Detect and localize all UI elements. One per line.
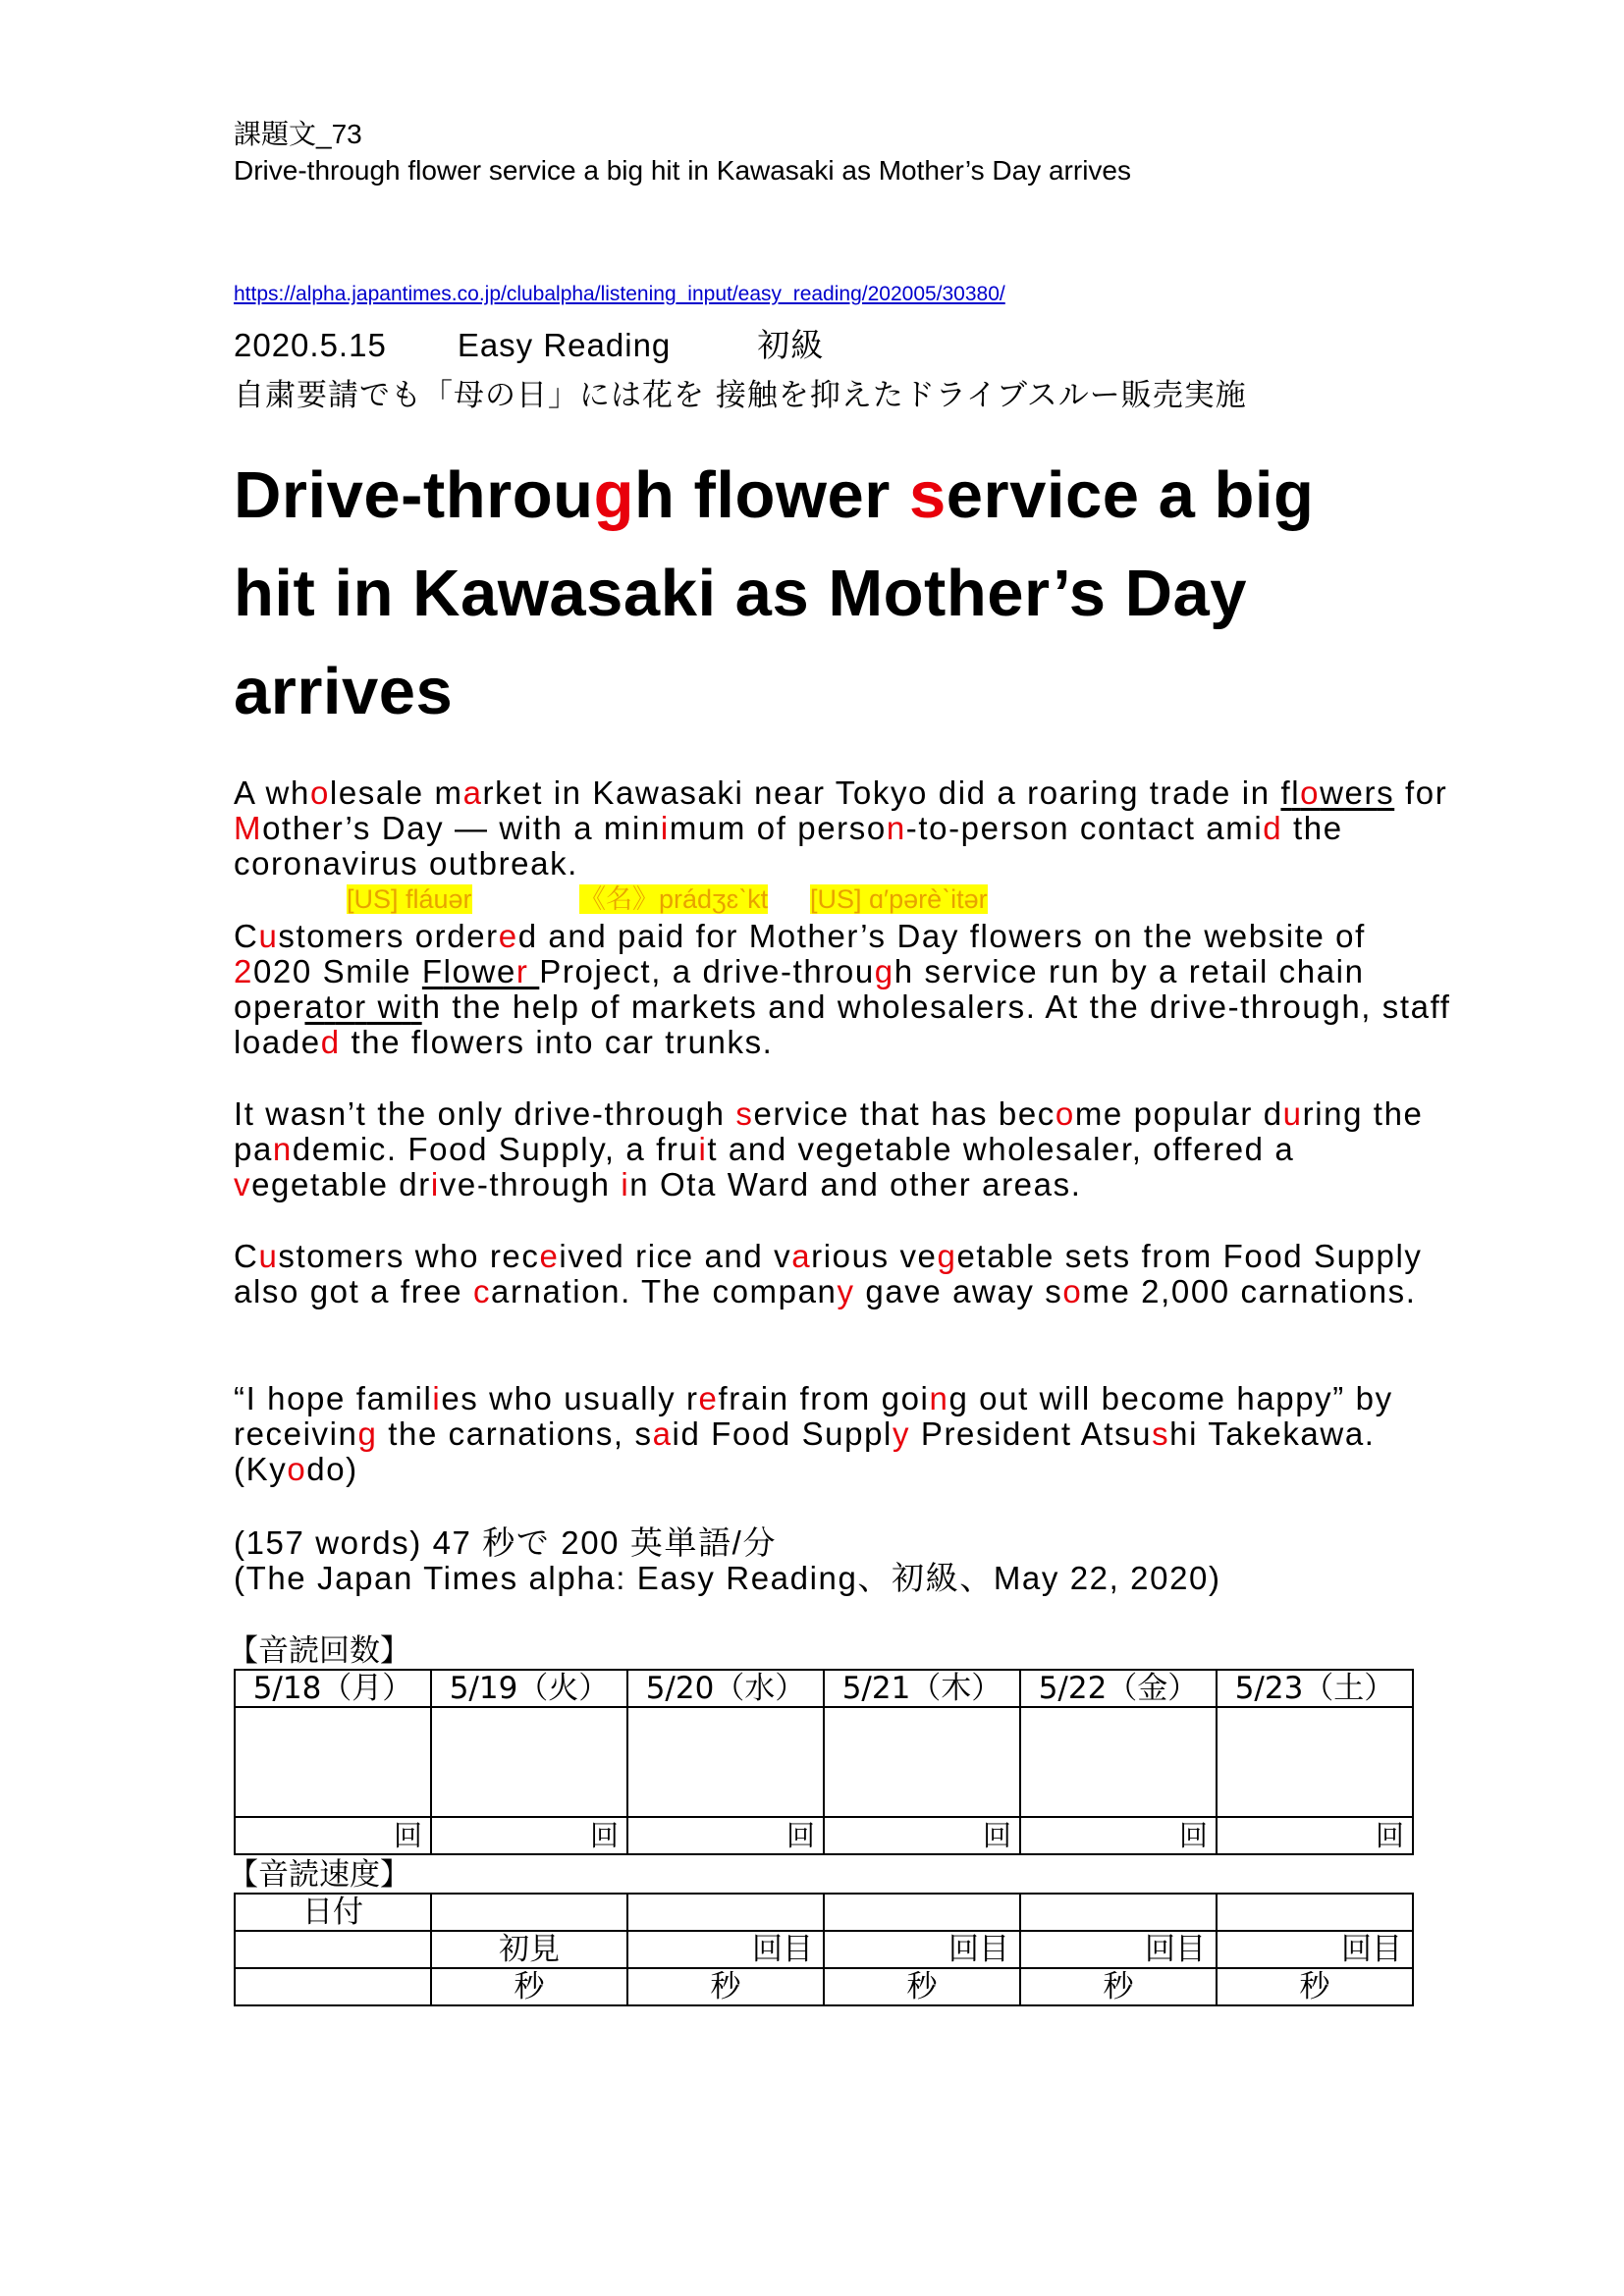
attempt-label[interactable]: 回目 <box>824 1931 1020 1968</box>
tally-cell[interactable] <box>1020 1707 1217 1817</box>
paragraph-2: Customers ordered and paid for Mother’s Day flowers on the website of 2020 Smile Flower Project, a drive-through service run by a retail chain operator with the help of markets and wholesalers. At the drive-through, staff loaded the flowers into car trunks. <box>234 918 1451 1060</box>
speed-date-row <box>235 1894 1413 1931</box>
article-title: Drive-through flower service a big hit in Kawasaki as Mother’s Day arrives <box>234 458 1315 728</box>
speed-attempt-row <box>235 1931 1413 1968</box>
count-unit[interactable]: 回 <box>235 1817 431 1854</box>
paragraph-3: It wasn’t the only drive-through service that has become popular during the pandemic. Food Supply, a fruit and vegetable wholesaler, offered a vegetable drive-through in Ota Ward and other areas. <box>234 1095 1424 1202</box>
reading-speed-table <box>234 1893 1414 2006</box>
seconds-label[interactable]: 秒 <box>431 1968 627 2005</box>
seconds-label[interactable]: 秒 <box>1217 1968 1413 2005</box>
pronunciation-project: 《名》prádʒɛˋkt <box>579 884 769 914</box>
document-code: 課題文_73 <box>234 119 362 149</box>
speed-seconds-row <box>235 1968 1413 2005</box>
day-header: 5/18（月） <box>235 1670 431 1707</box>
word-count-stats: (157 words) 47 秒で 200 英単語/分 <box>234 1524 778 1561</box>
seconds-label[interactable]: 秒 <box>824 1968 1020 2005</box>
attempt-label[interactable]: 回目 <box>1217 1931 1413 1968</box>
tally-cell[interactable] <box>824 1707 1020 1817</box>
date-cell[interactable] <box>1217 1894 1413 1931</box>
count-unit[interactable]: 回 <box>627 1817 824 1854</box>
paragraph-4: Customers who received rice and various vegetable sets from Food Supply also got a free carnation. The company gave away some 2,000 carnations. <box>234 1238 1423 1309</box>
count-unit[interactable]: 回 <box>824 1817 1020 1854</box>
tally-row <box>235 1707 1413 1817</box>
attempt-label[interactable]: 回目 <box>627 1931 824 1968</box>
date-cell[interactable] <box>431 1894 627 1931</box>
date-cell[interactable] <box>1020 1894 1217 1931</box>
reading-count-table <box>234 1669 1414 1855</box>
reading-speed-label: 【音読速度】 <box>228 1857 410 1893</box>
header-title: Drive-through flower service a big hit in Kawasaki as Mother’s Day arrives <box>234 155 1131 186</box>
tally-cell[interactable] <box>1217 1707 1413 1817</box>
meta-level: 初級 <box>757 327 825 363</box>
day-header-row <box>235 1670 1413 1707</box>
seconds-label[interactable]: 秒 <box>627 1968 824 2005</box>
day-header: 5/22（金） <box>1020 1670 1217 1707</box>
meta-date: 2020.5.15 <box>234 327 387 363</box>
count-row <box>235 1817 1413 1854</box>
day-header: 5/20（水） <box>627 1670 824 1707</box>
tally-cell[interactable] <box>431 1707 627 1817</box>
tally-cell[interactable] <box>235 1707 431 1817</box>
day-header: 5/19（火） <box>431 1670 627 1707</box>
tally-cell[interactable] <box>627 1707 824 1817</box>
first-reading-label: 初見 <box>431 1931 627 1968</box>
source-link[interactable]: https://alpha.japantimes.co.jp/clubalpha/listening_input/easy_reading/202005/30380/ <box>234 283 1005 305</box>
attribution: (The Japan Times alpha: Easy Reading、初級、May 22, 2020) <box>234 1560 1221 1596</box>
date-label: 日付 <box>235 1894 431 1931</box>
meta-row <box>234 326 824 365</box>
paragraph-1: A wholesale market in Kawasaki near Tokyo did a roaring trade in flowers for Mother’s Day — with a minimum of person-to-person contact amid the coronavirus outbreak. <box>234 774 1448 881</box>
attempt-label[interactable]: 回目 <box>1020 1931 1217 1968</box>
count-unit[interactable]: 回 <box>1217 1817 1413 1854</box>
reading-count-label: 【音読回数】 <box>228 1633 410 1669</box>
seconds-label[interactable]: 秒 <box>1020 1968 1217 2005</box>
pronunciation-operator: [US] ɑ′pərèˋitər <box>810 884 988 914</box>
jp-subtitle: 自粛要請でも「母の日」には花を 接触を抑えたドライブスルー販売実施 <box>234 378 1247 413</box>
day-header: 5/23（土） <box>1217 1670 1413 1707</box>
day-header: 5/21（木） <box>824 1670 1020 1707</box>
paragraph-5: “I hope families who usually refrain from going out will become happy” by receiving the carnations, said Food Supply President Atsushi Takekawa. (Kyodo) <box>234 1380 1393 1487</box>
meta-category: Easy Reading <box>457 327 672 363</box>
pronunciation-flower: [US] fláuər <box>347 884 472 914</box>
attempt-blank <box>235 1931 431 1968</box>
seconds-blank <box>235 1968 431 2005</box>
count-unit[interactable]: 回 <box>1020 1817 1217 1854</box>
count-unit[interactable]: 回 <box>431 1817 627 1854</box>
date-cell[interactable] <box>824 1894 1020 1931</box>
date-cell[interactable] <box>627 1894 824 1931</box>
